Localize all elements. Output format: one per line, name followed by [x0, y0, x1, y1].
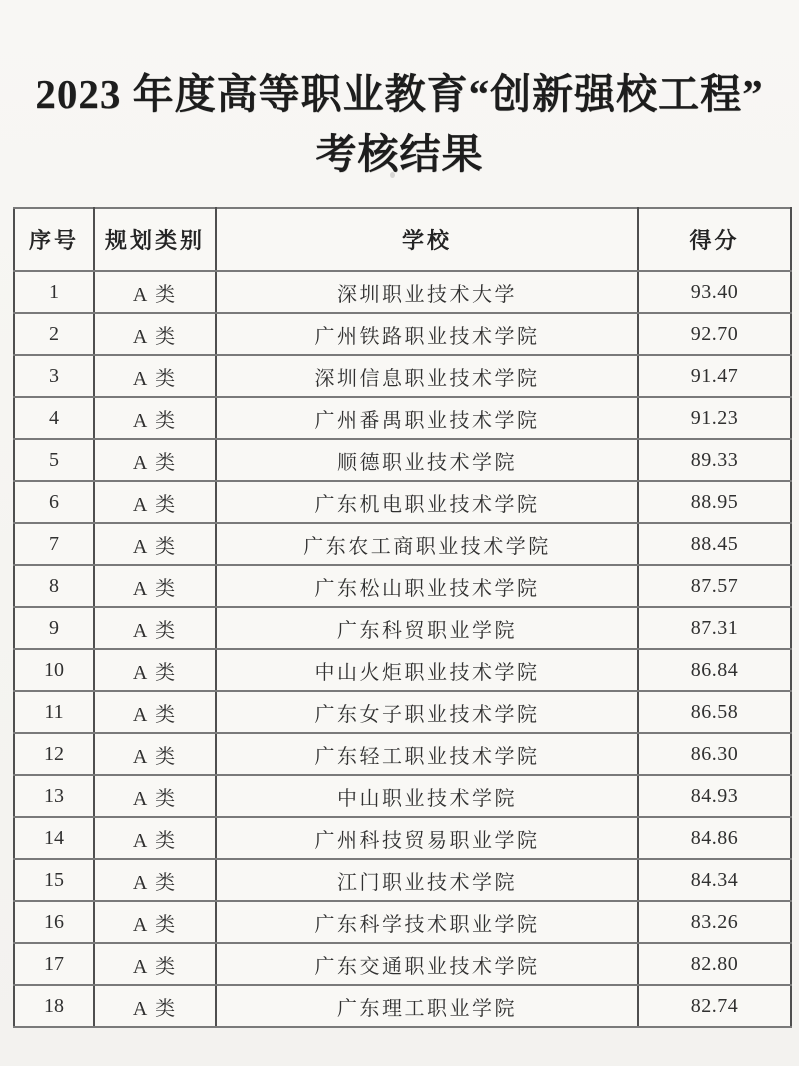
cell-school-name: 广东农工商职业技术学院 — [216, 523, 638, 565]
cell-school-name: 广东松山职业技术学院 — [216, 565, 638, 607]
cell-school-name: 广州铁路职业技术学院 — [216, 313, 638, 355]
cell-plan-category: A 类 — [94, 397, 216, 439]
cell-score: 86.30 — [638, 733, 791, 775]
cell-score: 93.40 — [638, 271, 791, 313]
cell-serial-number: 10 — [14, 649, 94, 691]
cell-serial-number: 7 — [14, 523, 94, 565]
cell-school-name: 中山火炬职业技术学院 — [216, 649, 638, 691]
cell-plan-category: A 类 — [94, 439, 216, 481]
cell-school-name: 江门职业技术学院 — [216, 859, 638, 901]
document-title — [0, 65, 799, 183]
cell-serial-number: 3 — [14, 355, 94, 397]
cell-school-name: 广州科技贸易职业学院 — [216, 817, 638, 859]
table-row — [14, 271, 791, 313]
cell-serial-number: 5 — [14, 439, 94, 481]
cell-school-name: 广东轻工职业技术学院 — [216, 733, 638, 775]
cell-score: 91.47 — [638, 355, 791, 397]
cell-serial-number: 8 — [14, 565, 94, 607]
table-row — [14, 565, 791, 607]
cell-score: 89.33 — [638, 439, 791, 481]
cell-serial-number: 11 — [14, 691, 94, 733]
cell-score: 84.34 — [638, 859, 791, 901]
cell-plan-category: A 类 — [94, 607, 216, 649]
header-cell-category: 规划类别 — [94, 208, 216, 271]
results-table-header — [14, 208, 791, 271]
cell-serial-number: 16 — [14, 901, 94, 943]
table-row — [14, 481, 791, 523]
cell-score: 92.70 — [638, 313, 791, 355]
cell-school-name: 深圳职业技术大学 — [216, 271, 638, 313]
cell-school-name: 广东科学技术职业学院 — [216, 901, 638, 943]
cell-serial-number: 12 — [14, 733, 94, 775]
cell-score: 88.45 — [638, 523, 791, 565]
cell-school-name: 顺德职业技术学院 — [216, 439, 638, 481]
cell-school-name: 广东机电职业技术学院 — [216, 481, 638, 523]
cell-plan-category: A 类 — [94, 313, 216, 355]
cell-score: 91.23 — [638, 397, 791, 439]
table-row — [14, 943, 791, 985]
cell-school-name: 广州番禺职业技术学院 — [216, 397, 638, 439]
table-row — [14, 523, 791, 565]
cell-score: 82.80 — [638, 943, 791, 985]
cell-plan-category: A 类 — [94, 775, 216, 817]
table-row — [14, 691, 791, 733]
cell-score: 86.84 — [638, 649, 791, 691]
cell-plan-category: A 类 — [94, 817, 216, 859]
header-cell-school: 学校 — [216, 208, 638, 271]
cell-serial-number: 2 — [14, 313, 94, 355]
cell-school-name: 广东理工职业学院 — [216, 985, 638, 1027]
results-table-body — [14, 271, 791, 1027]
cell-plan-category: A 类 — [94, 271, 216, 313]
cell-plan-category: A 类 — [94, 985, 216, 1027]
cell-plan-category: A 类 — [94, 859, 216, 901]
cell-serial-number: 15 — [14, 859, 94, 901]
cell-plan-category: A 类 — [94, 649, 216, 691]
cell-school-name: 广东女子职业技术学院 — [216, 691, 638, 733]
cell-school-name: 深圳信息职业技术学院 — [216, 355, 638, 397]
cell-plan-category: A 类 — [94, 733, 216, 775]
cell-score: 88.95 — [638, 481, 791, 523]
cell-serial-number: 14 — [14, 817, 94, 859]
cell-plan-category: A 类 — [94, 355, 216, 397]
header-cell-score: 得分 — [638, 208, 791, 271]
document-title-line1: 2023 年度高等职业教育“创新强校工程” — [35, 71, 764, 118]
cell-plan-category: A 类 — [94, 943, 216, 985]
cell-school-name: 广东交通职业技术学院 — [216, 943, 638, 985]
header-cell-no: 序号 — [14, 208, 94, 271]
table-row — [14, 985, 791, 1027]
cell-score: 86.58 — [638, 691, 791, 733]
cell-plan-category: A 类 — [94, 691, 216, 733]
cell-score: 87.31 — [638, 607, 791, 649]
table-row — [14, 607, 791, 649]
table-row — [14, 439, 791, 481]
cell-serial-number: 1 — [14, 271, 94, 313]
cell-plan-category: A 类 — [94, 901, 216, 943]
cell-plan-category: A 类 — [94, 523, 216, 565]
cell-serial-number: 4 — [14, 397, 94, 439]
table-row — [14, 775, 791, 817]
cell-school-name: 广东科贸职业学院 — [216, 607, 638, 649]
document-title-line2: 考核结果 — [315, 130, 484, 177]
cell-plan-category: A 类 — [94, 481, 216, 523]
cell-serial-number: 6 — [14, 481, 94, 523]
cell-score: 87.57 — [638, 565, 791, 607]
header-row — [14, 208, 791, 271]
table-row — [14, 901, 791, 943]
cell-score: 84.86 — [638, 817, 791, 859]
cell-serial-number: 17 — [14, 943, 94, 985]
table-row — [14, 859, 791, 901]
table-row — [14, 313, 791, 355]
cell-plan-category: A 类 — [94, 565, 216, 607]
cell-school-name: 中山职业技术学院 — [216, 775, 638, 817]
cell-score: 84.93 — [638, 775, 791, 817]
cell-score: 82.74 — [638, 985, 791, 1027]
cell-serial-number: 18 — [14, 985, 94, 1027]
table-row — [14, 355, 791, 397]
table-row — [14, 733, 791, 775]
table-row — [14, 649, 791, 691]
cell-score: 83.26 — [638, 901, 791, 943]
table-row — [14, 397, 791, 439]
cell-serial-number: 9 — [14, 607, 94, 649]
cell-serial-number: 13 — [14, 775, 94, 817]
results-table — [13, 207, 792, 1028]
table-row — [14, 817, 791, 859]
scan-speck — [390, 172, 395, 178]
